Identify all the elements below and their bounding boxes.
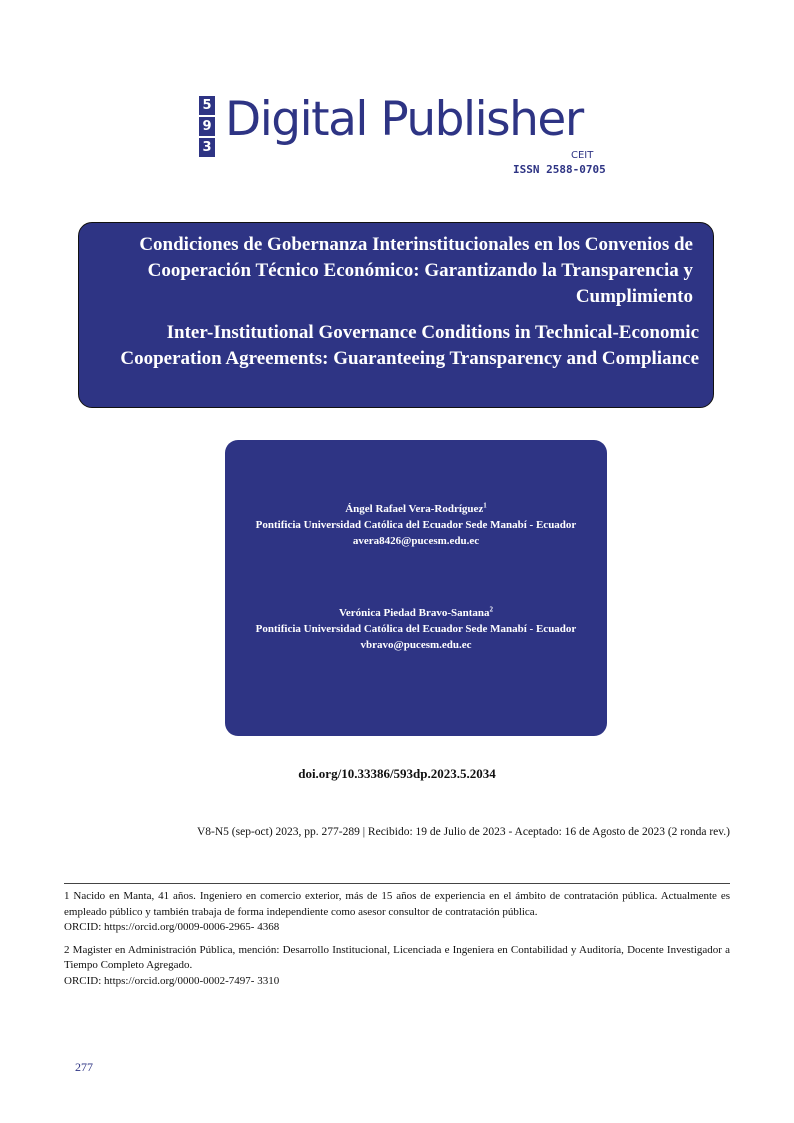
footnote-orcid[interactable]: ORCID: https://orcid.org/0000-0002-7497- 3310 bbox=[64, 974, 280, 987]
publication-meta: V8-N5 (sep-oct) 2023, pp. 277-289 | Recibido: 19 de Julio de 2023 - Aceptado: 16 de Agosto de 2023 (2 ronda rev.) bbox=[196, 826, 730, 838]
footnotes bbox=[64, 889, 730, 996]
title-spanish: Condiciones de Gobernanza Interinstitucionales en los Convenios de Cooperación Técnico Económico: Garantizando la Transparencia y Cumplimiento bbox=[139, 234, 693, 307]
logo-sub: CEIT bbox=[571, 150, 594, 161]
author-name: Ángel Rafael Vera-Rodríguez bbox=[345, 503, 484, 515]
logo-digit: 5 bbox=[199, 96, 215, 115]
title-english: Inter-Institutional Governance Conditions in Technical-Economic Cooperation Agreements: Guaranteeing Transparency and Compliance bbox=[120, 322, 699, 369]
footnote bbox=[64, 943, 730, 990]
footnote-text: 1 Nacido en Manta, 41 años. Ingeniero en comercio exterior, más de 15 años de experiencia en el ámbito de contratación pública. Actualmente es empleado público y también trabaja de forma independiente como asesor consultor de contratación pública. bbox=[64, 890, 730, 918]
author-block bbox=[235, 501, 597, 549]
author-block bbox=[235, 605, 597, 653]
logo-digit: 9 bbox=[199, 117, 215, 136]
author-email: vbravo@pucesm.edu.ec bbox=[360, 639, 472, 651]
logo-digit: 3 bbox=[199, 138, 215, 157]
logo-name: Digital Publisher bbox=[225, 92, 583, 147]
footnote bbox=[64, 889, 730, 936]
author-name: Verónica Piedad Bravo-Santana bbox=[338, 607, 490, 619]
author-affiliation: Pontificia Universidad Católica del Ecuador Sede Manabí - Ecuador bbox=[255, 519, 577, 531]
author-affiliation: Pontificia Universidad Católica del Ecuador Sede Manabí - Ecuador bbox=[255, 623, 577, 635]
footnote-text: 2 Magister en Administración Pública, mención: Desarrollo Institucional, Licenciada e Ingeniera en Contabilidad y Auditoría, Docente Investigador a Tiempo Completo Agregado. bbox=[64, 943, 730, 971]
doi-link[interactable]: doi.org/10.33386/593dp.2023.5.2034 bbox=[298, 766, 496, 781]
author-name-line bbox=[235, 501, 597, 517]
author-footnote-mark: 1 bbox=[483, 501, 487, 510]
footnote-orcid[interactable]: ORCID: https://orcid.org/0009-0006-2965- 4368 bbox=[64, 921, 280, 933]
logo-issn: ISSN 2588-0705 bbox=[513, 163, 606, 176]
author-box bbox=[225, 440, 607, 736]
author-name-line bbox=[235, 605, 597, 621]
footnote-divider bbox=[64, 883, 730, 884]
author-email: avera8426@pucesm.edu.ec bbox=[352, 535, 480, 547]
logo-number-stack bbox=[199, 96, 217, 159]
journal-logo bbox=[199, 92, 619, 186]
author-footnote-mark: 2 bbox=[489, 605, 494, 614]
title-box bbox=[78, 222, 714, 408]
page-number: 277 bbox=[75, 1060, 93, 1074]
